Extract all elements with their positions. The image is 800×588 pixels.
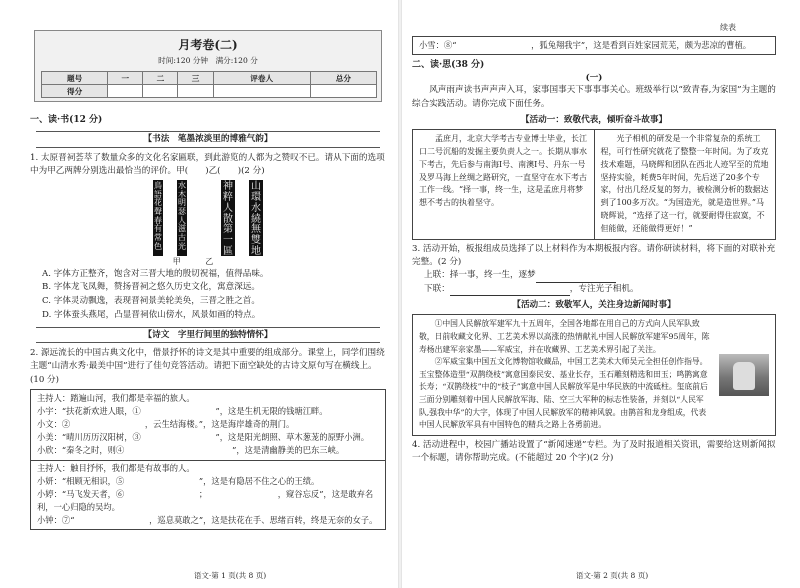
material-right: 光子相机的研发是一个非常复杂的系统工程，可行性研究就花了整整一年时间。为了攻克技术难题，马晓辉和团队在西北人迹罕至的荒地坚持实验，耗费5年时间，先后送了20多个专家，付出几经反复的努力，被检测分析的数据达到了100多万次。“为国造光，就是造世界。”马晓辉说，“选择了这一行，就要耐得住寂寞，不但能做，还能做得更好！”: [600, 134, 769, 233]
intro-paragraph: 风声雨声读书声声声入耳，家事国事天下事事事关心。班级举行以“致青春,为家国”为主题的综合实践活动。请你完成下面任务。: [412, 85, 776, 109]
material-left: 孟庶月，北京大学考古专业博士毕业，长江口二号沉船的发掘主要负责人之一。长期从事水下考古，先后参与南海I号、南澳I号、丹东一号及罗马海上丝绸之路研究，一直坚守在水下考古工作一线。“择一事，终一生，这是孟庶月将梦想不考古的执着坚守。: [413, 130, 595, 238]
score-row-label: 得分: [42, 85, 108, 98]
news-paragraph-2: ②军威宝集中国五文化博物馆收藏品，中国工艺美术大师吴元全担任创作指导。玉宝整体造型“双鹊绕枝”寓意国泰民安、基业长存，玉石雕刻精选和田玉；鸣鹊寓意长寿；“双鹊绕枝”中的“枝子”寓意中国人民解放军是中华民族的中流砥柱。玺底前后三面分别雕刻着中国人民解放军海、陆、空三大军种的标志性装备，并刻以“人民军队,强我中华”的大字，体现了中国人民解放军的精神风貌。由鹊首和龙身组成，代表中国人民解放军具有中国特色的精兵之路上各勇前进。: [419, 357, 708, 430]
seal-photo: [719, 354, 769, 396]
right-page: [400, 0, 800, 588]
option-a: A. 字体方正整齐，饱含对三晋大地的殷切祝福，值得品味。: [42, 268, 269, 279]
label-yi: 乙: [205, 257, 214, 267]
couplet-lower-blank[interactable]: [450, 286, 570, 296]
couplet-lower-text: ，专注光子相机。: [569, 283, 639, 294]
dialogue-line[interactable]: 小欣：“秦冬之时，则④ ”，这是清幽静美的巴东三峡。: [37, 445, 345, 456]
exam-header-box: [34, 30, 382, 102]
question-4: 4. 活动进程中，校园广播站设置了“新闻速递”专栏。为了及时报道相关资讯，需要给这则新闻拟一个标题，请你帮助完成。(不能超过 20 个字)(2 分): [412, 439, 776, 464]
score-cell[interactable]: [310, 85, 376, 98]
score-header-cell: 总分: [310, 72, 376, 85]
section-title: 二、读·思(38 分): [412, 59, 485, 70]
plaque-labels: [0, 256, 386, 268]
score-header-cell: 评卷人: [213, 72, 310, 85]
score-header-cell: 一: [108, 72, 143, 85]
option-b: B. 字体龙飞凤舞，赞扬晋祠之悠久历史文化，寓意深远。: [42, 282, 261, 293]
news-box: [412, 314, 776, 436]
dialogue-box: [30, 389, 386, 530]
score-cell[interactable]: [178, 85, 213, 98]
question-3: 3. 活动开始，板报组成员选择了以上材料作为本期板报内容。请你研读材料，将下面的对联补充完整。(2 分): [412, 243, 776, 267]
dialogue-line[interactable]: 小婷：“马飞发天者，⑥ ； ，窥谷忘反”，这是敢弃名利，一心归隐的吴均。: [37, 488, 374, 512]
continued-label: 续表: [720, 23, 736, 32]
dialogue-line: 主持人：触目抒怀，我们都是有故事的人。: [37, 462, 195, 473]
news-paragraph-1: ①中国人民解放军建军九十五周年，全国各地都在用自己的方式向人民军队致敬，日前收藏文化界、工艺美术界以高涨的热情献礼中国人民解放军建军95周年，陈寿杨出建军亲家墨——军威宝，并在收藏界、工艺美术界引起了关注。: [419, 319, 710, 354]
question-2: 2. 源远流长的中国古典文化中，借景抒怀的诗文是其中重要的组成部分。课堂上，同学们围绕主题“山清水秀·最美中国”进行了佳句竞答活动。请把下面空缺处的古诗文原句写在横线上。(10 分): [30, 348, 385, 385]
activity-1-title: 【活动一：致敬代表，倾听奋斗故事】: [520, 114, 668, 125]
dialogue-line[interactable]: 小钟：⑦“ ，巡息莫敢之”，这是扶花在手、思绪百转，终是无奈的女子。: [37, 514, 378, 525]
couplet-upper-text: 上联：择一事，终一生，逐梦: [424, 270, 536, 281]
subsection-bar: 【书法 笔墨浓淡里的博雅气韵】: [36, 131, 380, 147]
part-mark: (一): [585, 72, 603, 83]
score-header-cell: 题号: [42, 72, 108, 85]
score-cell[interactable]: [213, 85, 310, 98]
score-header-cell: 二: [143, 72, 178, 85]
dialogue-line: 主持人：踏遍山河，我们都是幸福的旅人。: [37, 393, 195, 404]
dialogue-line[interactable]: 小文：② ，云生结海楼。”，这是海岸雄奇的荆门。: [37, 419, 295, 430]
subsection-bar: 【诗文 字里行间里的独特情怀】: [36, 327, 380, 343]
option-c: C. 字体灵动飘逸，表现晋祠景美轮美奂，三晋之胜之首。: [42, 296, 260, 307]
score-cell[interactable]: [143, 85, 178, 98]
page-footer: 语文·第 1 页(共 8 页): [193, 571, 267, 581]
exam-subtitle: 时间:120 分钟 满分:120 分: [158, 56, 258, 66]
couplet-lower: [412, 283, 776, 296]
dialogue-line[interactable]: 小美：“晴川历历汉阳树，③ ”，这是阳光朗照、草木葱茏的原野小洲。: [37, 432, 370, 443]
exam-title: 月考卷(二): [178, 38, 238, 52]
option-d: D. 字体蚕头燕尾，凸显晋祠依山傍水，风景如画的特点。: [42, 309, 261, 320]
dialogue-line[interactable]: 小雪：⑧“ ，狐兔翔我宇”，这是看到百姓家园荒芜，颇为悲凉的曹植。: [419, 39, 752, 50]
plaque-yi-1: 神粹人散第一區: [223, 181, 233, 257]
plaque-jia-2: 水木明瑟人滋古光: [177, 180, 187, 256]
question-1: 1. 太原晋祠荟萃了数量众多的文化名家匾联，到此游览的人都为之赞叹不已。请从下面的选项中为甲乙两牌分别选出最恰当的评价。甲( )乙( )(2 分): [30, 152, 385, 176]
plaque-jia-1: 鳥語花聲春有常色: [153, 180, 163, 256]
score-cell[interactable]: [108, 85, 143, 98]
couplet-upper: [412, 269, 776, 282]
score-header-cell: 三: [178, 72, 213, 85]
plaque-yi-2: 山環水繞無雙地: [251, 181, 261, 257]
section-title: 一、读·书(12 分): [30, 115, 103, 125]
score-table: [41, 71, 377, 98]
couplet-upper-blank[interactable]: [536, 273, 616, 283]
dialogue-line[interactable]: 小妍：“相顾无相识，⑤ ”，这是有隐居不住之心的王绩。: [37, 475, 320, 486]
calligraphy-plaques: [30, 180, 386, 256]
activity-1-materials: [412, 129, 776, 239]
dialogue-line[interactable]: 小宇：“扶花新欢进人眼，① ”，这是生机无限的钱塘江畔。: [37, 406, 328, 417]
label-jia: 甲: [172, 257, 181, 267]
dialogue-continuation: [412, 36, 776, 55]
page-footer: 语文·第 2 页(共 8 页): [575, 571, 649, 581]
activity-2-title: 【活动二：致敬军人，关注身边新闻时事】: [512, 299, 676, 310]
couplet-lower-label: 下联：: [424, 283, 450, 294]
